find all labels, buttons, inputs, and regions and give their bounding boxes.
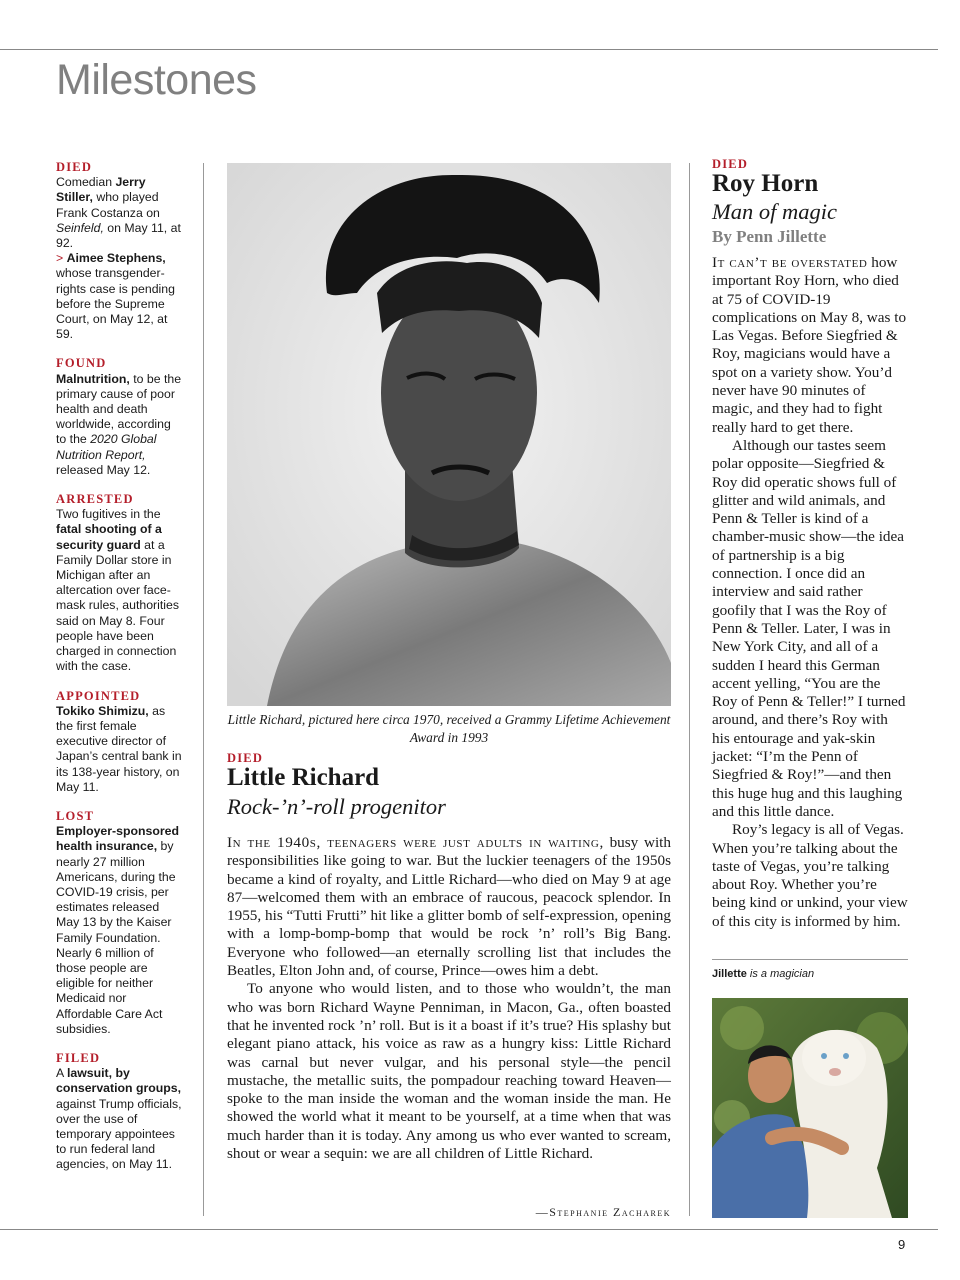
little-richard-name: Little Richard [227, 764, 380, 791]
arrested-label: ARRESTED [56, 492, 134, 507]
appointed-subject: Tokiko Shimizu, [56, 703, 149, 718]
arrested-subject: fatal shooting of a security guard [56, 522, 162, 552]
roy-horn-subtitle: Man of magic [712, 199, 837, 224]
appointed-label: APPOINTED [56, 688, 141, 703]
article-paragraph-1 [227, 834, 671, 980]
died-text-2: whose transgender-rights case is pending before the Supreme Court, on May 12, at 59. [56, 266, 175, 342]
column-divider-right [689, 163, 690, 1216]
lost-text: by nearly 27 million Americans, during the COVID-19 crisis, per estimates released May 13 by the Kaiser Family Foundation. Nearly 6 million of those people are eligible for neither Medicaid nor Affordable Care Act subsidies. [56, 839, 176, 1036]
filed-label: FILED [56, 1050, 101, 1065]
roy-lead-in: It can’t be overstated [712, 254, 868, 271]
roy-paragraph-1 [712, 254, 908, 437]
little-richard-byline: —Stephanie Zacharek [535, 1205, 671, 1219]
appointed-text: as the first female executive director of Japan’s central bank in its 138-year history, on May 11. [56, 703, 182, 794]
roy-paragraph-2: Although our tastes seem polar opposite—Siegfried & Roy did operatic shows full of glitter and wild animals, and Penn & Teller is kind of a chamber-music show—the idea of partnership is a big connection. I once did an interview and said rather goofily that I was the Roy of Penn & Teller. Later, I was in New York City, and all of a sudden I heard this German accent yelling, “You are the Roy of Penn & Teller!” I turned around, and there’s Roy with his entourage and yak-skin jacket: “I’m the Penn of Siegfried & Roy!”—and then this huge hug and this laughing and this little dance. [712, 436, 906, 820]
entry-found [56, 356, 184, 478]
found-text: to be the primary cause of poor health and death worldwide, according to the [56, 371, 182, 447]
roy-paragraph-3: Roy’s legacy is all of Vegas. When you’re talking about the taste of Vegas, you’re talking about Roy. Whether you’re being kind or unkind, your view of this city is informed by him. [712, 821, 908, 930]
roy-horn-byline: By Penn Jillette [712, 227, 827, 246]
died-text-end: on May 11, at 92. [56, 220, 181, 251]
little-richard-article [227, 834, 671, 1163]
died-show-title: Seinfeld, [56, 220, 104, 235]
roy-author-credit [712, 968, 814, 980]
column-divider-left [203, 163, 204, 1216]
filed-text-end: against Trump officials, over the use of temporary appointees to run federal land agencies, on May 11. [56, 1096, 182, 1172]
arrested-text: Two fugitives in the [56, 507, 161, 522]
entry-arrested [56, 492, 184, 674]
entry-filed [56, 1051, 184, 1173]
found-label: FOUND [56, 356, 107, 371]
little-richard-photo [227, 163, 671, 706]
died-name-jerry-stiller: Jerry Stiller, [56, 175, 146, 205]
article-lead-in: In the 1940s, teenagers were just adults in waiting, [227, 834, 604, 851]
article-p1-text: busy with responsibilities like going to war. But the luckier teenagers of the 1950s became a kind of royalty, and Little Richard—who died on May 9 at age 87—welcomed them with an embrace of raucous, peacock splendor. In 1955, his “Tutti Frutti” hit like a glitter bomb of self-expression, opening with a lomp-bomp-bomp that would be rock ’n’ roll’s Big Bang. Everyone who followed—an eternally scrolling list that includes the Beatles, Elton John and, of course, Prince—owes him a debt. [227, 834, 671, 980]
found-text-end: released May 12. [56, 462, 151, 477]
roy-horn-article [712, 254, 908, 931]
arrested-text-end: at a Family Dollar store in Michigan after an altercation over face-mask rules, authorities said on May 8. Four people have been charged in connection with the case. [56, 537, 180, 674]
roy-horn-died-label: DIED [712, 157, 749, 171]
section-title: Milestones [56, 56, 257, 104]
entry-appointed [56, 689, 184, 795]
roy-horn-photo [712, 998, 908, 1218]
page-number: 9 [898, 1237, 906, 1252]
little-richard-died-label: DIED [227, 751, 264, 765]
photo-caption: Little Richard, pictured here circa 1970, received a Grammy Lifetime Achievement Award in 1993 [227, 712, 671, 745]
found-report-title: 2020 Global Nutrition Report, [56, 432, 157, 462]
lost-label: LOST [56, 808, 95, 823]
top-rule [0, 49, 938, 50]
died-label: DIED [56, 160, 93, 174]
roy-horn-name: Roy Horn [712, 170, 819, 197]
entry-died [56, 160, 184, 342]
credit-text: is a magician [746, 968, 815, 980]
article-paragraph-2: To anyone who would listen, and to those who wouldn’t, the man who was born Richard Wayne Penniman, in Macon, Ga., often boasted that he invented rock ’n’ roll. But is it a boast if it’s true? His splashy but elegant piano attack, his voice as raw as a hungry kiss: Little Richard was carnal but never vulgar, and his personal style—the pencil mustache, the metallic suits, the pompadour reaching toward Heaven—spoke to the man inside the woman and the woman inside the man. He showed the world what it meant to be yourself, at a time when that was much harder than it is today. Any among us who ever wanted to scream, shout or wear a sequin: we are all children of Little Richard. [227, 980, 671, 1163]
roy-credit-rule [712, 959, 908, 960]
filed-text: A [56, 1066, 67, 1081]
entry-lost [56, 809, 184, 1037]
died-name-aimee-stephens: Aimee Stephens, [66, 251, 166, 266]
arrow-icon: > [56, 251, 64, 266]
credit-name: Jillette [712, 968, 747, 980]
milestones-brief-column [56, 160, 184, 1187]
lost-subject: Employer-sponsored health insurance, [56, 824, 179, 854]
roy-p1-text: how important Roy Horn, who died at 75 of COVID-19 complications on May 8, was to Las Vegas. Before Siegfried & Roy, magicians would have a spot on a variety show. You’d never have 90 minutes of magic, and they had to fight really hard to get there. [712, 254, 907, 436]
found-subject: Malnutrition, [56, 371, 130, 386]
filed-subject: lawsuit, by conservation groups, [56, 1066, 182, 1096]
bottom-rule [0, 1229, 938, 1230]
died-intro: Comedian [56, 175, 116, 190]
little-richard-subtitle: Rock-’n’-roll progenitor [227, 794, 446, 819]
died-text: who played Frank Costanza on [56, 190, 160, 220]
